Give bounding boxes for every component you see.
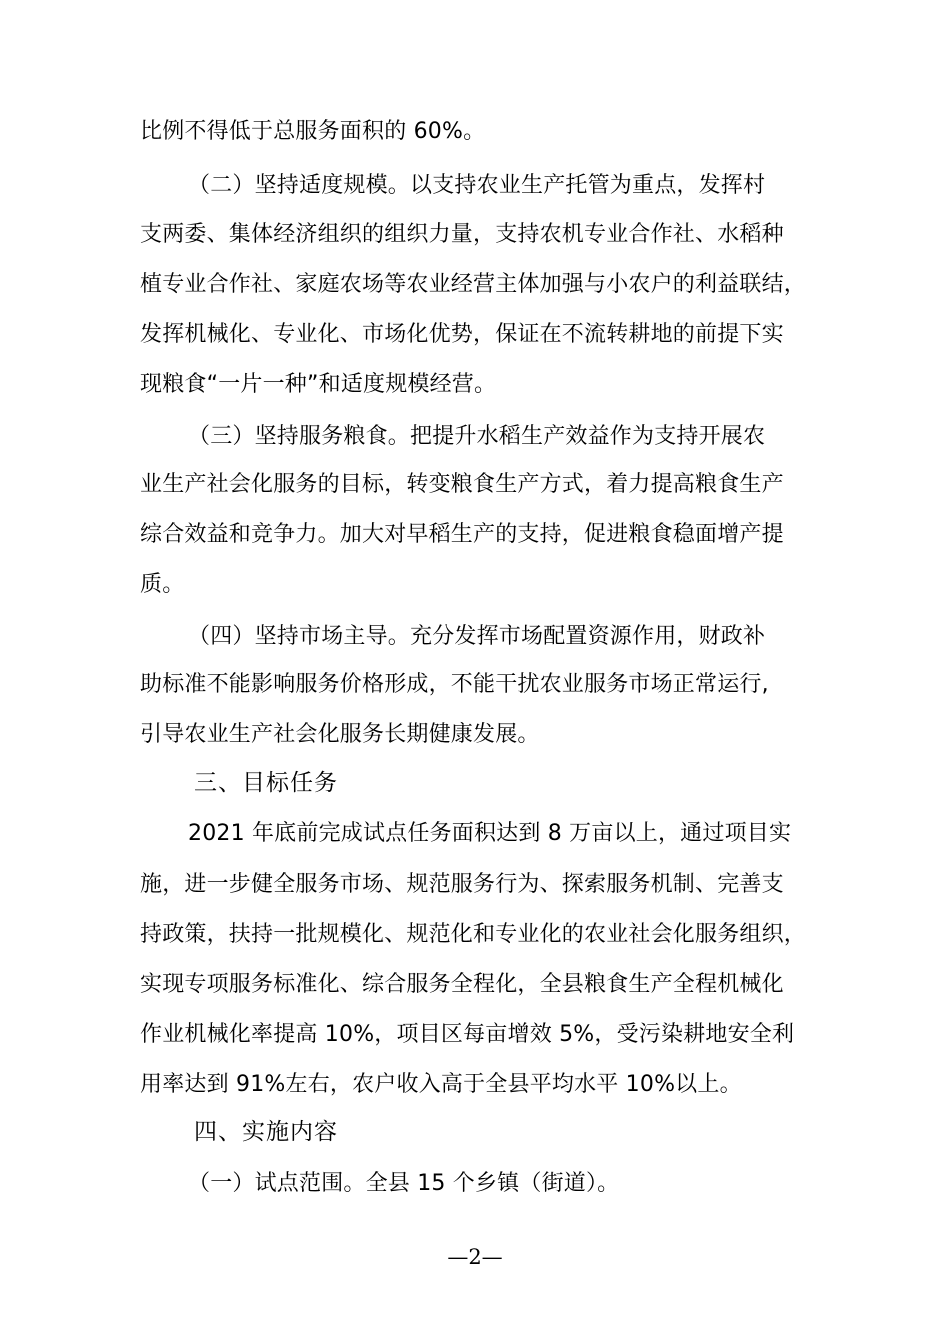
paragraph-line: （一）试点范围。全县 15 个乡镇（街道）。 [188,1171,620,1196]
page-number: —2— [447,1245,503,1269]
paragraph-line: 作业机械化率提高 10%，项目区每亩增效 5%，受污染耕地安全利 [140,1022,795,1047]
paragraph-line: 比例不得低于总服务面积的 60%。 [140,119,486,144]
paragraph-line: 施，进一步健全服务市场、规范服务行为、探索服务机制、完善支 [140,872,784,897]
paragraph-line: 综合效益和竞争力。加大对早稻生产的支持，促进粮食稳面增产提 [140,522,784,547]
paragraph-line: 支两委、集体经济组织的组织力量，支持农机专业合作社、水稻种 [140,222,784,247]
paragraph-line: 发挥机械化、专业化、市场化优势，保证在不流转耕地的前提下实 [140,322,784,347]
paragraph-line: 持政策，扶持一批规模化、规范化和专业化的农业社会化服务组织， [140,922,807,947]
section-heading: 三、目标任务 [194,770,338,796]
paragraph-line: 引导农业生产社会化服务长期健康发展。 [140,722,540,747]
paragraph-line: （二）坚持适度规模。以支持农业生产托管为重点，发挥村 [188,173,766,198]
section-heading: 四、实施内容 [194,1119,338,1145]
paragraph-line: 用率达到 91%左右，农户收入高于全县平均水平 10%以上。 [140,1072,742,1097]
paragraph-line: （四）坚持市场主导。充分发挥市场配置资源作用，财政补 [188,624,766,649]
paragraph-line: 2021 年底前完成试点任务面积达到 8 万亩以上，通过项目实 [188,821,792,846]
paragraph-line: （三）坚持服务粮食。把提升水稻生产效益作为支持开展农 [188,424,766,449]
paragraph-line: 实现专项服务标准化、综合服务全程化，全县粮食生产全程机械化 [140,972,784,997]
paragraph-line: 质。 [140,572,185,597]
paragraph-line: 现粮食“一片一种”和适度规模经营。 [140,372,497,397]
paragraph-line: 业生产社会化服务的目标，转变粮食生产方式，着力提高粮食生产 [140,472,784,497]
paragraph-line: 助标准不能影响服务价格形成，不能干扰农业服务市场正常运行, [140,672,769,697]
paragraph-line: 植专业合作社、家庭农场等农业经营主体加强与小农户的利益联结， [140,272,807,297]
